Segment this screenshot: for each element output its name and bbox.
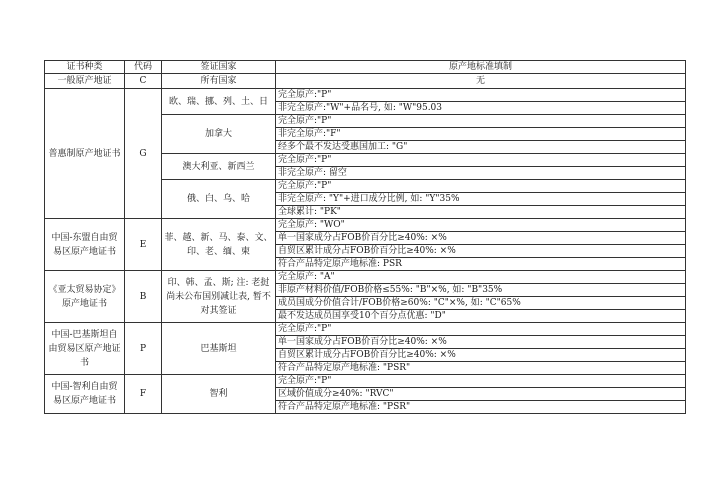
table-row xyxy=(45,219,686,232)
table-row xyxy=(45,74,686,89)
cert-type-cell[interactable]: 《亚太贸易协定》原产地证书 xyxy=(45,271,125,323)
cert-type-cell[interactable]: 普惠制原产地证书 xyxy=(45,89,125,219)
country-cell[interactable]: 加拿大 xyxy=(162,115,276,154)
standard-cell[interactable]: 区域价值成分≥40%: "RVC" xyxy=(276,388,686,401)
standard-cell[interactable]: 经多个最不发达受惠国加工: "G" xyxy=(276,141,686,154)
standard-cell[interactable]: 完全原产: "WO" xyxy=(276,219,686,232)
standard-cell[interactable]: 非完全原产: "Y"+进口成分比例, 如: "Y"35% xyxy=(276,193,686,206)
country-cell[interactable]: 菲、越、新、马、泰、文、印、老、缅、柬 xyxy=(162,219,276,271)
header-code[interactable]: 代码 xyxy=(125,61,162,74)
standard-cell[interactable]: 最不发达成员国享受10个百分点优惠: "D" xyxy=(276,310,686,323)
cert-type-cell[interactable]: 一般原产地证 xyxy=(45,74,125,89)
country-cell[interactable]: 所有国家 xyxy=(162,74,276,89)
standard-cell[interactable]: 完全原产:"P" xyxy=(276,323,686,336)
header-origin-standard[interactable]: 原产地标准填制 xyxy=(276,61,686,74)
code-cell[interactable]: F xyxy=(125,375,162,414)
code-cell[interactable]: P xyxy=(125,323,162,375)
standard-cell[interactable]: 符合产品特定原产地标准: "PSR" xyxy=(276,362,686,375)
country-cell[interactable]: 巴基斯坦 xyxy=(162,323,276,375)
table-row xyxy=(45,89,686,102)
standard-cell[interactable]: 非完全原产:"F" xyxy=(276,128,686,141)
standard-cell[interactable]: 完全原产:"P" xyxy=(276,180,686,193)
standard-cell[interactable]: 完全原产:"P" xyxy=(276,115,686,128)
standard-cell[interactable]: 单一国家成分占FOB价百分比≥40%: ×% xyxy=(276,232,686,245)
standard-cell[interactable]: 完全原产:"P" xyxy=(276,375,686,388)
cert-type-cell[interactable]: 中国-东盟自由贸易区原产地证书 xyxy=(45,219,125,271)
country-cell[interactable]: 印、韩、孟、斯; 注: 老挝尚未公布国别减让表, 暂不对其签证 xyxy=(162,271,276,323)
standard-cell[interactable]: 全球累计: "PK" xyxy=(276,206,686,219)
header-country[interactable]: 签证国家 xyxy=(162,61,276,74)
code-cell[interactable]: C xyxy=(125,74,162,89)
standard-cell[interactable]: 非完全原产:"W"+品名号, 如: "W"95.03 xyxy=(276,102,686,115)
cert-type-cell[interactable]: 中国-智利自由贸易区原产地证书 xyxy=(45,375,125,414)
country-cell[interactable]: 俄、白、乌、哈 xyxy=(162,180,276,219)
header-cert-type[interactable]: 证书种类 xyxy=(45,61,125,74)
country-cell[interactable]: 澳大利亚、新西兰 xyxy=(162,154,276,180)
header-row xyxy=(45,61,686,74)
country-cell[interactable]: 欧、瑞、挪、列、土、日 xyxy=(162,89,276,115)
origin-standards-table xyxy=(44,60,686,414)
country-cell[interactable]: 智利 xyxy=(162,375,276,414)
table-row xyxy=(45,323,686,336)
standard-cell[interactable]: 单一国家成分占FOB价百分比≥40%: ×% xyxy=(276,336,686,349)
code-cell[interactable]: E xyxy=(125,219,162,271)
cert-type-cell[interactable]: 中国-巴基斯坦自由贸易区原产地证书 xyxy=(45,323,125,375)
standard-cell[interactable]: 无 xyxy=(276,74,686,89)
standard-cell[interactable]: 完全原产:"P" xyxy=(276,89,686,102)
standard-cell[interactable]: 完全原产: "A" xyxy=(276,271,686,284)
code-cell[interactable]: B xyxy=(125,271,162,323)
standard-cell[interactable]: 完全原产:"P" xyxy=(276,154,686,167)
table-row xyxy=(45,271,686,284)
standard-cell[interactable]: 成员国成分价值合计/FOB价格≥60%: "C"×%, 如: "C"65% xyxy=(276,297,686,310)
standard-cell[interactable]: 自贸区累计成分占FOB价百分比≥40%: ×% xyxy=(276,245,686,258)
standard-cell[interactable]: 非完全原产: 留空 xyxy=(276,167,686,180)
standard-cell[interactable]: 符合产品特定原产地标准: PSR xyxy=(276,258,686,271)
standard-cell[interactable]: 非原产材料价值/FOB价格≤55%: "B"×%, 如: "B"35% xyxy=(276,284,686,297)
standard-cell[interactable]: 自贸区累计成分占FOB价百分比≥40%: ×% xyxy=(276,349,686,362)
code-cell[interactable]: G xyxy=(125,89,162,219)
table-row xyxy=(45,375,686,388)
spreadsheet xyxy=(44,60,685,414)
standard-cell[interactable]: 符合产品特定原产地标准: "PSR" xyxy=(276,401,686,414)
